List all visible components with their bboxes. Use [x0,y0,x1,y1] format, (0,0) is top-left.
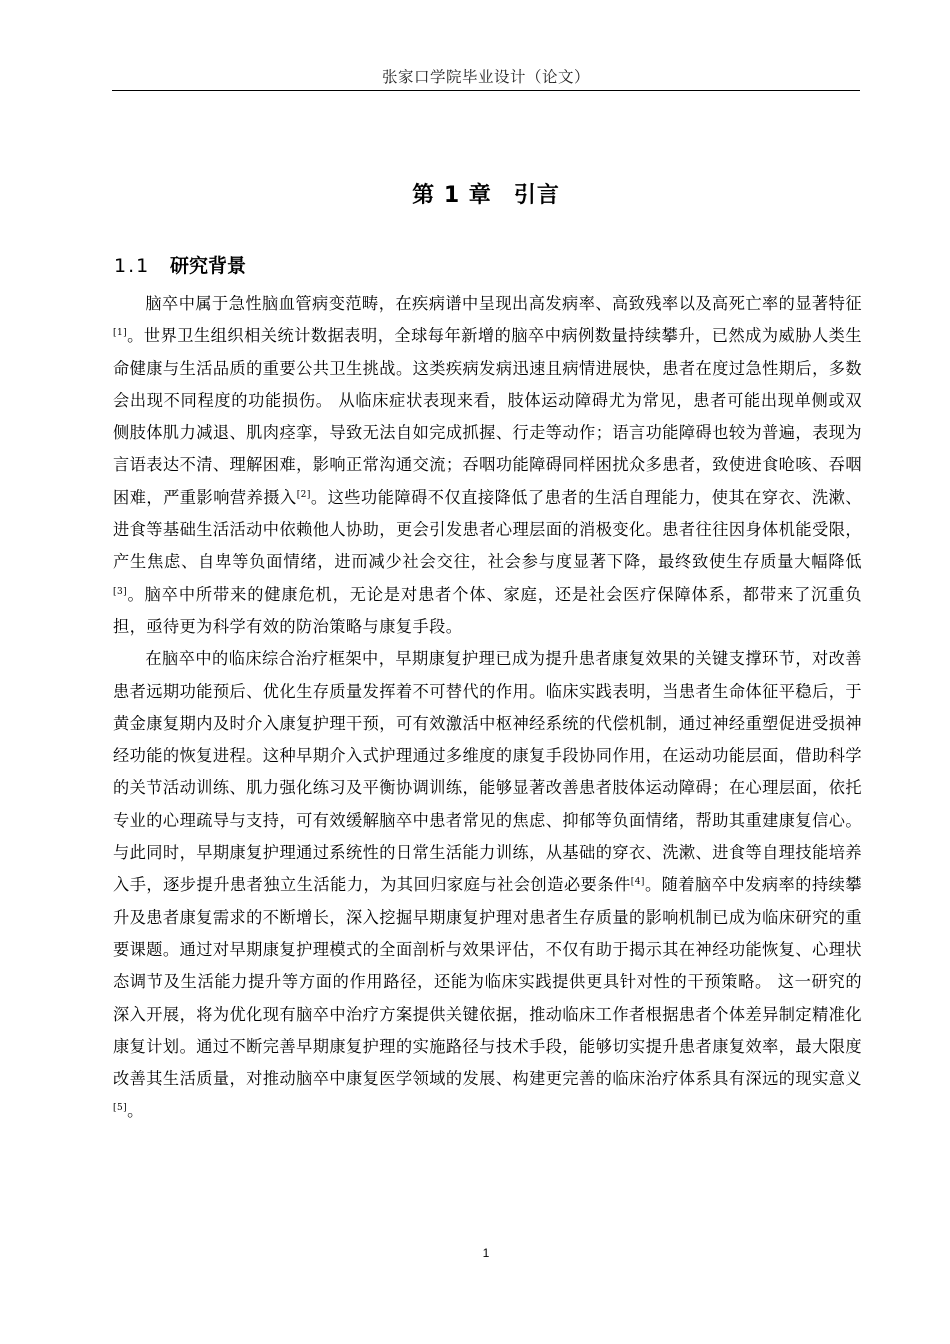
chapter-title [112,176,860,216]
paragraph-1-text-2: 。世界卫生组织相关统计数据表明，全球每年新增的脑卒中病例数量持续攀升，已然成为威胁人类生命健康与生活品质的重要公共卫生挑战。这类疾病发病迅速且病情进展快，患者在度过急性期后，多数会出现不同程度的功能损伤。 从临床症状表现来看，肢体运动障碍尤为常见，患者可能出现单侧或双侧肢体肌力减退、肌肉痉挛，导致无法自如完成抓握、行走等动作；语言功能障碍也较为普遍，表现为言语表达不清、理解困难，影响正常沟通交流；吞咽功能障碍同样困扰众多患者，致使进食呛咳、吞咽困难，严重影响营养摄入 [113,326,862,507]
chapter-label: 第 1 章 [412,183,492,208]
citation-2[interactable]: [2] [296,489,311,500]
citation-4[interactable]: [4] [630,877,645,888]
body-text [113,288,862,1128]
citation-3[interactable]: [3] [113,586,128,597]
paragraph-1 [113,288,862,643]
section-title: 研究背景 [170,255,247,277]
paragraph-1-text-4: 。脑卒中所带来的健康危机，无论是对患者个体、家庭，还是社会医疗保障体系，都带来了沉重负担，亟待更为科学有效的防治策略与康复手段。 [113,584,862,636]
page-header: 张家口学院毕业设计（论文） [381,68,590,86]
citation-5[interactable]: [5] [113,1103,128,1114]
paragraph-1-text-1: 脑卒中属于急性脑血管病变范畴，在疾病谱中呈现出高发病率、高致残率以及高死亡率的显著特征 [145,294,862,313]
paragraph-2 [113,643,862,1127]
section-heading [114,248,246,284]
paragraph-2-text-3: 。 [127,1101,144,1121]
section-number: 1.1 [114,255,151,277]
page-number: 1 [482,1246,490,1260]
chapter-name: 引言 [513,183,560,208]
paragraph-2-text-2: 。随着脑卒中发病率的持续攀升及患者康复需求的不断增长，深入挖掘早期康复护理对患者生存质量的影响机制已成为临床研究的重要课题。通过对早期康复护理模式的全面剖析与效果评估，不仅有助于揭示其在神经功能恢复、心理状态调节及生活能力提升等方面的作用路径，还能为临床实践提供更具针对性的干预策略。 这一研究的深入开展，将为优化现有脑卒中治疗方案提供关键依据，推动临床工作者根据患者个体差异制定精准化康复计划。通过不断完善早期康复护理的实施路径与技术手段，能够切实提升患者康复效率，最大限度改善其生活质量，对推动脑卒中康复医学领域的发展、构建更完善的临床治疗体系具有深远的现实意义 [113,875,862,1089]
paragraph-1-text-3: 。这些功能障碍不仅直接降低了患者的生活自理能力，使其在穿衣、洗漱、进食等基础生活活动中依赖他人协助，更会引发患者心理层面的消极变化。患者往往因身体机能受限，产生焦虑、自卑等负面情绪，进而减少社会交往，社会参与度显著下降，最终致使生存质量大幅降低 [113,487,862,572]
header-rule [112,90,860,91]
citation-1[interactable]: [1] [113,328,128,339]
paragraph-2-text-1: 在脑卒中的临床综合治疗框架中，早期康复护理已成为提升患者康复效果的关键支撑环节，对改善患者远期功能预后、优化生存质量发挥着不可替代的作用。临床实践表明，当患者生命体征平稳后，于黄金康复期内及时介入康复护理干预，可有效激活中枢神经系统的代偿机制，通过神经重塑促进受损神经功能的恢复进程。这种早期介入式护理通过多维度的康复手段协同作用，在运动功能层面，借助科学的关节活动训练、肌力强化练习及平衡协调训练，能够显著改善患者肢体运动障碍；在心理层面，依托专业的心理疏导与支持，可有效缓解脑卒中患者常见的焦虑、抑郁等负面情绪，帮助其重建康复信心。 与此同时，早期康复护理通过系统性的日常生活能力训练，从基础的穿衣、洗漱、进食等自理技能培养入手，逐步提升患者独立生活能力，为其回归家庭与社会创造必要条件 [113,649,862,895]
